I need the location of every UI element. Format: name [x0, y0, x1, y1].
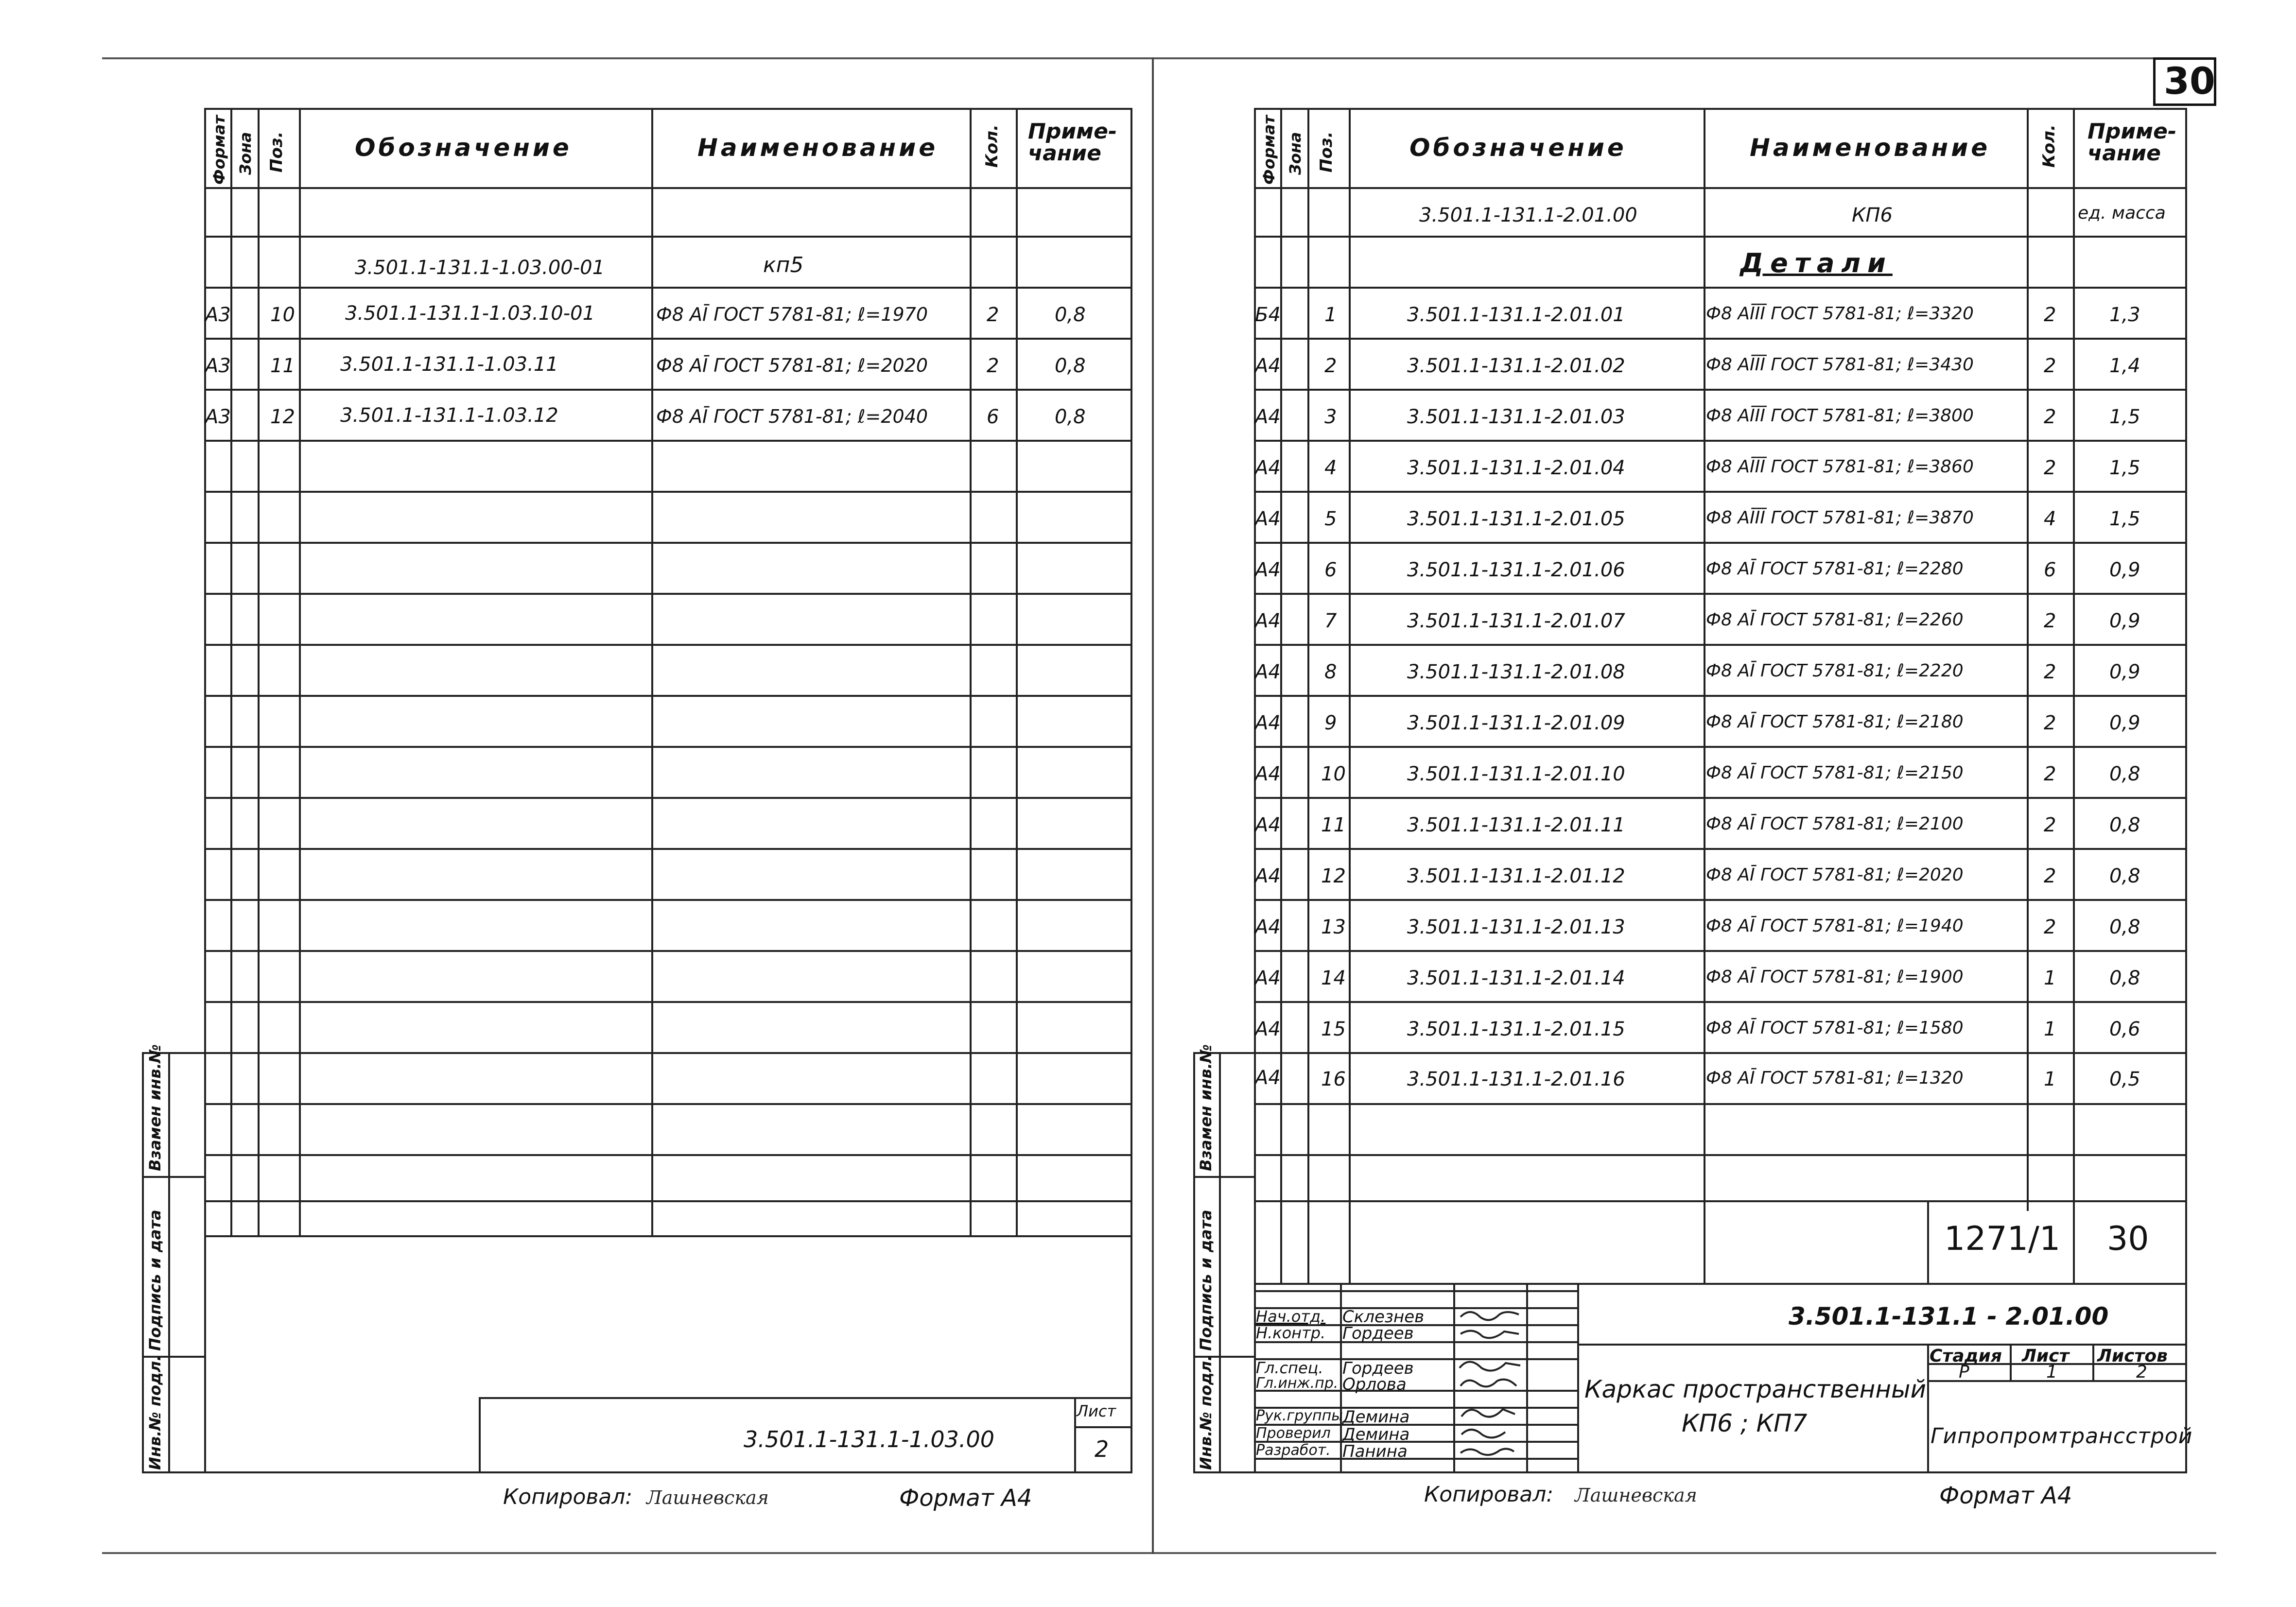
right-row-4-fmt: А4 — [1255, 457, 1281, 479]
left-copied-signature: Лашневская — [646, 1487, 769, 1508]
right-row-4-des: 3.501.1-131.1-2.01.04 — [1407, 457, 1625, 479]
tb-stage: Р — [1959, 1362, 1969, 1382]
right-row-1-des: 3.501.1-131.1-2.01.01 — [1407, 304, 1625, 326]
tb-signatures — [1456, 1302, 1526, 1468]
left-row-3-note: 0,8 — [1055, 406, 1086, 428]
tb-sheets: 2 — [2136, 1362, 2147, 1382]
header-format: Формат — [210, 115, 228, 185]
right-row-14-note: 0,8 — [2109, 967, 2140, 989]
right-row-2-name: Ф8 АĪĪĪ ГОСТ 5781-81; ℓ=3430 — [1706, 355, 1974, 375]
right-section-title: Детали — [1740, 248, 1893, 278]
tb-title-line1: Каркас пространственный — [1584, 1375, 1927, 1403]
right-row-13-fmt: А4 — [1255, 916, 1281, 938]
right-row-15-note: 0,6 — [2109, 1018, 2140, 1040]
r-header-format: Формат — [1260, 115, 1278, 185]
right-row-1-pos: 1 — [1324, 304, 1337, 326]
tb-sheet-label: Лист — [2022, 1346, 2070, 1366]
right-row-7-qty: 2 — [2044, 610, 2056, 632]
right-row-9-fmt: А4 — [1255, 712, 1281, 734]
right-row-3-qty: 2 — [2044, 406, 2056, 428]
right-row-14-fmt: А4 — [1255, 967, 1281, 989]
right-row-1-qty: 2 — [2044, 304, 2056, 326]
right-row-13-pos: 13 — [1321, 916, 1346, 938]
right-row-8-fmt: А4 — [1255, 661, 1281, 683]
right-stamp-code: 1271/1 — [1944, 1220, 2061, 1258]
page-number: 30 — [2164, 59, 2215, 103]
left-row-1-name: Ф8 АĪ ГОСТ 5781-81; ℓ=1970 — [656, 304, 928, 325]
right-row-12-pos: 12 — [1321, 865, 1346, 887]
tb-role-1: Нач.отд. — [1256, 1307, 1326, 1326]
right-row-6-des: 3.501.1-131.1-2.01.06 — [1407, 559, 1625, 581]
right-row-6-qty: 6 — [2044, 559, 2056, 581]
left-row-2-pos: 11 — [270, 355, 295, 377]
header-designation: Обозначение — [355, 134, 572, 162]
right-row-4-name: Ф8 АĪĪĪ ГОСТ 5781-81; ℓ=3860 — [1706, 457, 1974, 477]
right-row-3-des: 3.501.1-131.1-2.01.03 — [1407, 406, 1625, 428]
right-row-16-pos: 16 — [1321, 1068, 1346, 1090]
tb-role-2: Н.контр. — [1256, 1324, 1326, 1342]
right-row-9-qty: 2 — [2044, 712, 2056, 734]
tb-name-7: Панина — [1342, 1442, 1408, 1461]
left-row-3-fmt: А3 — [205, 406, 231, 428]
tb-stage-label: Стадия — [1930, 1346, 2002, 1366]
tb-role-6: Проверил — [1256, 1425, 1331, 1442]
right-row-13-des: 3.501.1-131.1-2.01.13 — [1407, 916, 1625, 938]
r-header-qty: Кол. — [2039, 124, 2059, 168]
left-row-3-name: Ф8 АĪ ГОСТ 5781-81; ℓ=2040 — [656, 406, 928, 427]
right-row-15-fmt: А4 — [1255, 1018, 1281, 1040]
right-row-2-fmt: А4 — [1255, 355, 1281, 377]
r-header-note-1: Приме- — [2087, 119, 2177, 144]
right-row-14-qty: 1 — [2044, 967, 2056, 989]
right-row-5-pos: 5 — [1324, 508, 1337, 530]
right-top-note: ед. масса — [2078, 203, 2166, 223]
r-header-designation: Обозначение — [1409, 134, 1627, 162]
left-doc-code: 3.501.1-131.1-1.03.00 — [744, 1426, 995, 1452]
right-row-6-name: Ф8 АĪ ГОСТ 5781-81; ℓ=2280 — [1706, 559, 1964, 579]
tb-sheet: 1 — [2046, 1362, 2057, 1382]
tb-name-3: Гордеев — [1342, 1359, 1414, 1378]
right-row-5-note: 1,5 — [2109, 508, 2140, 530]
right-row-15-name: Ф8 АĪ ГОСТ 5781-81; ℓ=1580 — [1706, 1018, 1964, 1038]
right-row-12-note: 0,8 — [2109, 865, 2140, 887]
left-row-2-note: 0,8 — [1055, 355, 1086, 377]
right-row-13-note: 0,8 — [2109, 916, 2140, 938]
right-row-14-des: 3.501.1-131.1-2.01.14 — [1407, 967, 1625, 989]
right-row-12-fmt: А4 — [1255, 865, 1281, 887]
right-row-5-qty: 4 — [2044, 508, 2056, 530]
right-row-3-note: 1,5 — [2109, 406, 2140, 428]
right-row-14-pos: 14 — [1321, 967, 1346, 989]
right-row-14-name: Ф8 АĪ ГОСТ 5781-81; ℓ=1900 — [1706, 967, 1964, 987]
right-row-16-note: 0,5 — [2109, 1068, 2140, 1090]
right-row-16-des: 3.501.1-131.1-2.01.16 — [1407, 1068, 1625, 1090]
right-row-7-name: Ф8 АĪ ГОСТ 5781-81; ℓ=2260 — [1706, 610, 1964, 630]
right-row-10-pos: 10 — [1321, 763, 1346, 785]
right-top-des: 3.501.1-131.1-2.01.00 — [1419, 204, 1637, 226]
right-row-8-note: 0,9 — [2109, 661, 2140, 683]
left-row-0-des: 3.501.1-131.1-1.03.00-01 — [355, 257, 605, 279]
left-row-1-fmt: А3 — [205, 304, 231, 326]
right-side-label-inv: Инв.№ подл. — [1197, 1355, 1215, 1470]
right-row-13-qty: 2 — [2044, 916, 2056, 938]
tb-name-6: Демина — [1342, 1425, 1410, 1444]
tb-role-5: Рук.группы — [1256, 1407, 1343, 1424]
right-row-12-name: Ф8 АĪ ГОСТ 5781-81; ℓ=2020 — [1706, 865, 1964, 885]
right-row-8-qty: 2 — [2044, 661, 2056, 683]
right-row-11-note: 0,8 — [2109, 814, 2140, 836]
left-row-1-note: 0,8 — [1055, 304, 1086, 326]
right-row-16-qty: 1 — [2044, 1068, 2056, 1090]
right-row-10-qty: 2 — [2044, 763, 2056, 785]
left-row-2-des: 3.501.1-131.1-1.03.11 — [340, 353, 558, 376]
right-row-11-des: 3.501.1-131.1-2.01.11 — [1407, 814, 1625, 836]
right-side-label-replace: Взамен инв.№ — [1197, 1044, 1215, 1171]
right-row-6-fmt: А4 — [1255, 559, 1281, 581]
right-row-9-pos: 9 — [1324, 712, 1337, 734]
right-row-4-pos: 4 — [1324, 457, 1337, 479]
right-row-9-note: 0,9 — [2109, 712, 2140, 734]
left-row-3-des: 3.501.1-131.1-1.03.12 — [340, 404, 558, 427]
right-row-6-note: 0,9 — [2109, 559, 2140, 581]
right-row-8-pos: 8 — [1324, 661, 1337, 683]
r-header-name: Наименование — [1750, 134, 1991, 162]
tb-name-1: Склезнев — [1342, 1307, 1425, 1327]
right-row-3-fmt: А4 — [1255, 406, 1281, 428]
right-row-15-pos: 15 — [1321, 1018, 1346, 1040]
right-side-label-sign: Подпись и дата — [1197, 1210, 1215, 1351]
tb-sheets-label: Листов — [2097, 1346, 2168, 1366]
tb-doc-code: 3.501.1-131.1 - 2.01.00 — [1789, 1302, 2109, 1331]
tb-role-7: Разработ. — [1256, 1442, 1331, 1459]
right-row-3-name: Ф8 АĪĪĪ ГОСТ 5781-81; ℓ=3800 — [1706, 406, 1974, 426]
right-row-13-name: Ф8 АĪ ГОСТ 5781-81; ℓ=1940 — [1706, 916, 1964, 936]
left-sheet-label: Лист — [1077, 1402, 1116, 1420]
right-top-name: КП6 — [1852, 204, 1893, 226]
right-row-16-name: Ф8 АĪ ГОСТ 5781-81; ℓ=1320 — [1706, 1068, 1964, 1088]
header-note-1: Приме- — [1028, 119, 1117, 144]
right-row-4-note: 1,5 — [2109, 457, 2140, 479]
left-row-2-fmt: А3 — [205, 355, 231, 377]
left-side-label-sign: Подпись и дата — [146, 1210, 164, 1351]
right-row-10-des: 3.501.1-131.1-2.01.10 — [1407, 763, 1625, 785]
left-format-label: Формат А4 — [899, 1485, 1032, 1512]
right-row-5-name: Ф8 АĪĪĪ ГОСТ 5781-81; ℓ=3870 — [1706, 508, 1974, 528]
right-row-6-pos: 6 — [1324, 559, 1337, 581]
left-row-1-qty: 2 — [987, 304, 999, 326]
tb-role-3: Гл.спец. — [1256, 1359, 1323, 1377]
right-row-11-fmt: А4 — [1255, 814, 1281, 836]
left-sheet-no: 2 — [1095, 1436, 1109, 1462]
right-row-7-des: 3.501.1-131.1-2.01.07 — [1407, 610, 1625, 632]
right-row-2-note: 1,4 — [2109, 355, 2140, 377]
right-row-5-des: 3.501.1-131.1-2.01.05 — [1407, 508, 1625, 530]
right-row-5-fmt: А4 — [1255, 508, 1281, 530]
left-row-1-pos: 10 — [270, 304, 295, 326]
sheet-divider — [1152, 57, 1154, 1554]
tb-name-4: Орлова — [1342, 1375, 1407, 1394]
left-row-1-des: 3.501.1-131.1-1.03.10-01 — [345, 302, 595, 325]
left-row-3-pos: 12 — [270, 406, 295, 428]
header-pos: Поз. — [267, 131, 286, 173]
right-copied-label: Копировал: — [1424, 1482, 1554, 1507]
right-row-8-name: Ф8 АĪ ГОСТ 5781-81; ℓ=2220 — [1706, 661, 1964, 681]
left-copied-label: Копировал: — [503, 1485, 633, 1509]
right-row-1-name: Ф8 АĪĪĪ ГОСТ 5781-81; ℓ=3320 — [1706, 304, 1974, 324]
r-header-note-2: чание — [2087, 141, 2161, 166]
tb-name-2: Гордеев — [1342, 1324, 1414, 1343]
left-side-label-replace: Взамен инв.№ — [146, 1044, 164, 1171]
left-row-2-qty: 2 — [987, 355, 999, 377]
right-row-16-fmt: А4 — [1255, 1067, 1281, 1089]
right-row-15-qty: 1 — [2044, 1018, 2056, 1040]
right-row-15-des: 3.501.1-131.1-2.01.15 — [1407, 1018, 1625, 1040]
right-row-10-fmt: А4 — [1255, 763, 1281, 785]
left-row-2-name: Ф8 АĪ ГОСТ 5781-81; ℓ=2020 — [656, 355, 928, 376]
right-row-9-name: Ф8 АĪ ГОСТ 5781-81; ℓ=2180 — [1706, 712, 1964, 732]
right-row-12-qty: 2 — [2044, 865, 2056, 887]
right-row-7-fmt: А4 — [1255, 610, 1281, 632]
right-row-7-pos: 7 — [1324, 610, 1337, 632]
right-row-10-note: 0,8 — [2109, 763, 2140, 785]
tb-name-5: Демина — [1342, 1407, 1410, 1427]
right-row-11-pos: 11 — [1321, 814, 1346, 836]
right-format-label: Формат А4 — [1939, 1482, 2072, 1509]
right-row-11-name: Ф8 АĪ ГОСТ 5781-81; ℓ=2100 — [1706, 814, 1964, 834]
r-header-zone: Зона — [1286, 132, 1305, 175]
header-qty: Кол. — [982, 124, 1002, 168]
right-row-10-name: Ф8 АĪ ГОСТ 5781-81; ℓ=2150 — [1706, 763, 1964, 783]
right-copied-signature: Лашневская — [1575, 1485, 1697, 1506]
left-side-label-inv: Инв.№ подл. — [146, 1355, 164, 1470]
right-row-3-pos: 3 — [1324, 406, 1337, 428]
right-row-8-des: 3.501.1-131.1-2.01.08 — [1407, 661, 1625, 683]
right-row-1-note: 1,3 — [2109, 304, 2140, 326]
right-row-7-note: 0,9 — [2109, 610, 2140, 632]
right-row-4-qty: 2 — [2044, 457, 2056, 479]
right-row-12-des: 3.501.1-131.1-2.01.12 — [1407, 865, 1625, 887]
header-zone: Зона — [236, 132, 255, 175]
left-row-0-name: кп5 — [763, 253, 804, 277]
r-header-pos: Поз. — [1317, 131, 1336, 173]
right-row-2-pos: 2 — [1324, 355, 1337, 377]
tb-title-line2: КП6 ; КП7 — [1682, 1409, 1808, 1437]
right-row-11-qty: 2 — [2044, 814, 2056, 836]
right-row-2-qty: 2 — [2044, 355, 2056, 377]
right-row-9-des: 3.501.1-131.1-2.01.09 — [1407, 712, 1625, 734]
right-row-2-des: 3.501.1-131.1-2.01.02 — [1407, 355, 1625, 377]
header-note-2: чание — [1028, 141, 1101, 166]
left-row-3-qty: 6 — [987, 406, 999, 428]
tb-role-4: Гл.инж.пр. — [1256, 1375, 1339, 1392]
tb-org: Гипропромтрансстрой — [1931, 1424, 2193, 1449]
right-stamp-page: 30 — [2107, 1220, 2149, 1258]
right-row-1-fmt: Б4 — [1255, 304, 1281, 326]
header-name: Наименование — [697, 134, 939, 162]
